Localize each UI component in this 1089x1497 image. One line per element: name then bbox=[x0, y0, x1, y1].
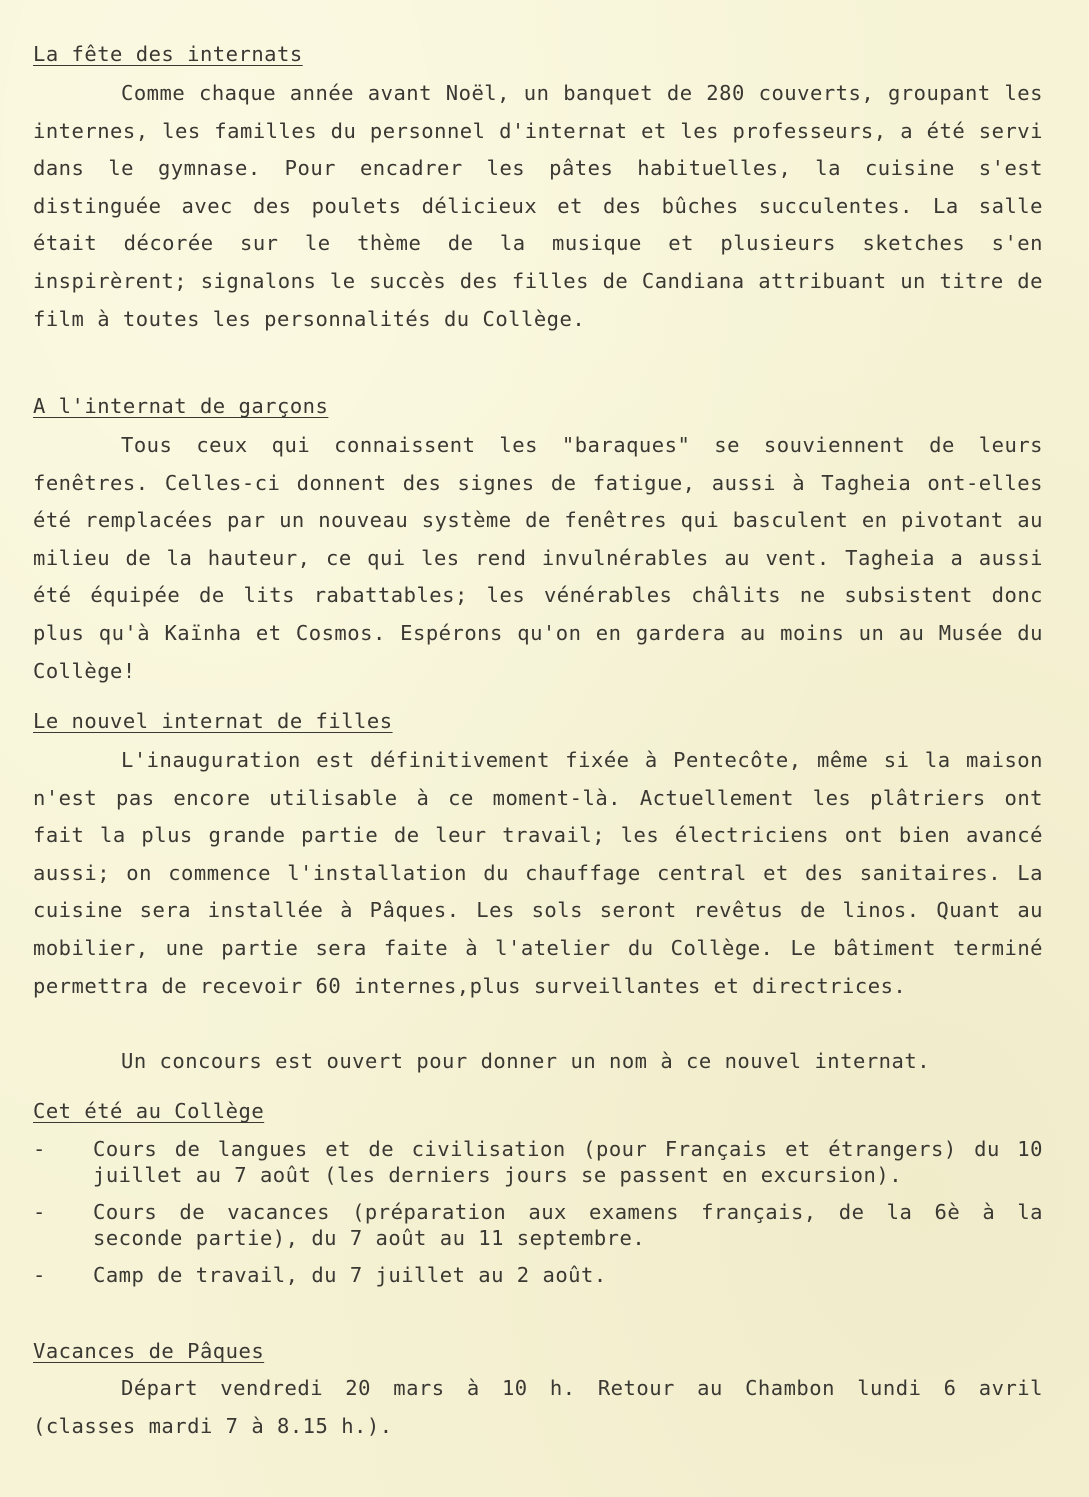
paragraph-vacances-paques: Départ vendredi 20 mars à 10 h. Retour au Chambon lundi 6 avril (classes mardi 7 à 8.15 h.). bbox=[33, 1376, 1043, 1438]
paragraph-concours: Un concours est ouvert pour donner un nom à ce nouvel internat. bbox=[121, 1049, 931, 1073]
paragraph-internat-garcons: Tous ceux qui connaissent les "baraques" se souviennent de leurs fenêtres. Celles-ci donnent des signes de fatigue, aussi à Tagheia ont-elles été remplacées par un nouveau système de fenêtres qui basculent en pivotant au milieu de la hauteur, ce qui les rend invulnérables au vent. Tagheia a aussi été équipée de lits rabattables; les vénérables châlits ne subsistent donc plus qu'à Kaïnha et Cosmos. Espérons qu'on en gardera au moins un au Musée du Collège! bbox=[33, 433, 1043, 683]
section-heading-fete-internats: La fête des internats bbox=[33, 42, 303, 66]
list-item: - Cours de vacances (préparation aux examens français, de la 6è à la seconde partie), du 7 août au 11 septembre. bbox=[33, 1200, 1043, 1251]
section-heading-nouvel-internat-filles: Le nouvel internat de filles bbox=[33, 709, 393, 733]
summer-activities-list bbox=[33, 1137, 1043, 1301]
list-item: - Cours de langues et de civilisation (pour Français et étrangers) du 10 juillet au 7 août (les derniers jours se passent en excursion). bbox=[33, 1137, 1043, 1188]
section-heading-internat-garcons: A l'internat de garçons bbox=[33, 394, 329, 418]
paragraph-fete-internats: Comme chaque année avant Noël, un banquet de 280 couverts, groupant les internes, les familles du personnel d'internat et les professeurs, a été servi dans le gymnase. Pour encadrer les pâtes habituelles, la cuisine s'est distinguée avec des poulets délicieux et des bûches succulentes. La salle était décorée sur le thème de la musique et plusieurs sketches s'en inspirèrent; signalons le succès des filles de Candiana attribuant un titre de film à toutes les personnalités du Collège. bbox=[33, 81, 1043, 331]
section-heading-ete-college: Cet été au Collège bbox=[33, 1099, 265, 1123]
list-item: - Camp de travail, du 7 juillet au 2 août. bbox=[33, 1263, 1043, 1289]
section-heading-vacances-paques: Vacances de Pâques bbox=[33, 1339, 265, 1363]
paragraph-nouvel-internat-filles: L'inauguration est définitivement fixée à Pentecôte, même si la maison n'est pas encore utilisable à ce moment-là. Actuellement les plâtriers ont fait la plus grande partie de leur travail; les électriciens ont bien avancé aussi; on commence l'installation du chauffage central et des sanitaires. La cuisine sera installée à Pâques. Les sols seront revêtus de linos. Quant au mobilier, une partie sera faite à l'atelier du Collège. Le bâtiment terminé permettra de recevoir 60 internes,plus surveillantes et directrices. bbox=[33, 748, 1043, 998]
